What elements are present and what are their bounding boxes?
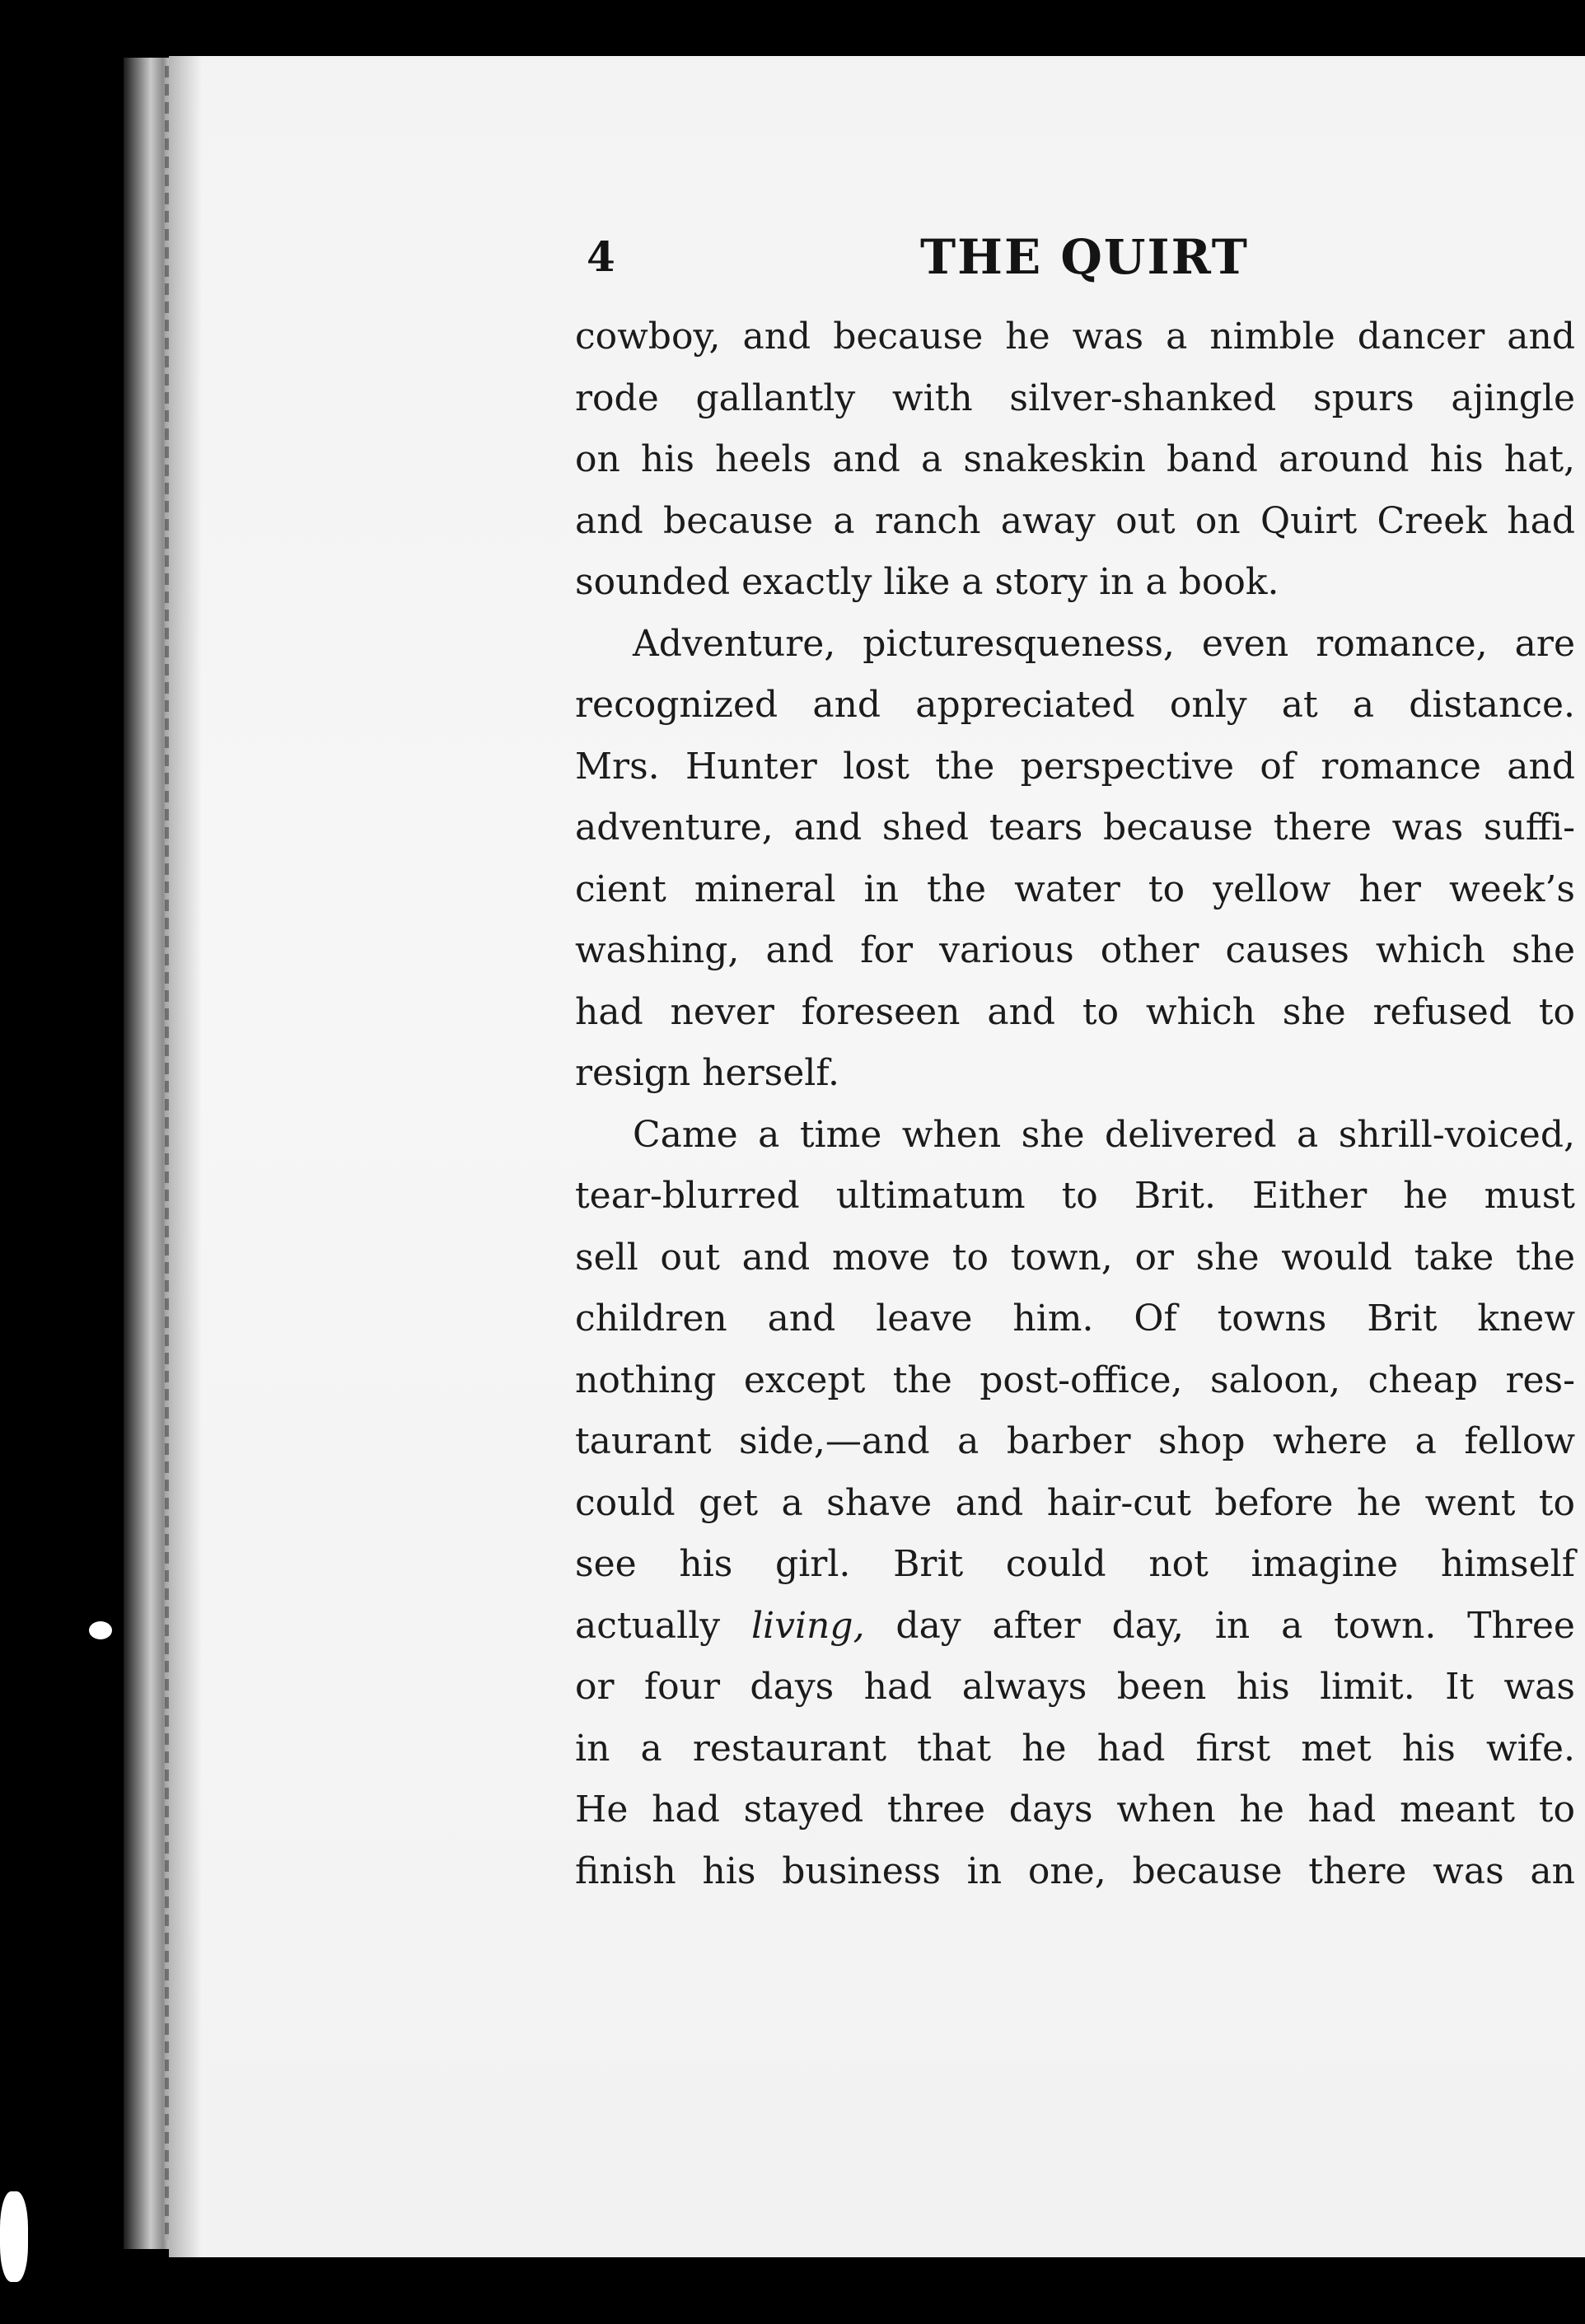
text-line: rode gallantly with silver-shanked spurs ajingle — [575, 376, 1575, 419]
text-line: cient mineral in the water to yellow her week’s — [575, 867, 1575, 910]
scan-speck — [89, 1621, 112, 1639]
paragraph-first-line: Came a time when she delivered a shrill-voiced, — [633, 1113, 1575, 1156]
text-line: adventure, and shed tears because there was suffi- — [575, 807, 1575, 849]
page-number: 4 — [587, 232, 615, 281]
text-line: sell out and move to town, or she would take the — [575, 1236, 1575, 1279]
body-text — [575, 306, 1575, 1902]
text-line: cowboy, and because he was a nimble dancer and — [575, 316, 1575, 358]
text-line: tear-blurred ultimatum to Brit. Either he must — [575, 1175, 1575, 1217]
text-line: and because a ranch away out on Quirt Creek had — [575, 499, 1575, 542]
text-line: recognized and appreciated only at a distance. — [575, 684, 1575, 726]
text-line: on his heels and a snakeskin band around his hat, — [575, 438, 1575, 480]
book-title: THE QUIRT — [920, 229, 1249, 285]
text-line: had never foreseen and to which she refused to — [575, 990, 1575, 1033]
page-gutter-shadow — [169, 56, 202, 2257]
running-head — [587, 224, 1583, 290]
text-run: actually — [575, 1604, 721, 1647]
text-line: or four days had always been his limit. It was — [575, 1666, 1575, 1708]
text-line: could get a shave and hair-cut before he went to — [575, 1481, 1575, 1524]
text-line: finish his business in one, because there was an — [575, 1849, 1575, 1892]
paragraph-first-line: Adventure, picturesqueness, even romance, are — [633, 622, 1575, 665]
text-line: Mrs. Hunter lost the perspective of romance and — [575, 745, 1575, 788]
text-line: washing, and for various other causes which she — [575, 929, 1575, 971]
scan-speck — [0, 2191, 28, 2282]
text-line: He had stayed three days when he had meant to — [575, 1789, 1575, 1831]
text-line: sounded exactly like a story in a book. — [575, 561, 1279, 603]
text-line: nothing except the post-office, saloon, cheap res- — [575, 1358, 1575, 1401]
text-line-with-italic — [575, 1596, 1575, 1658]
italic-word: living, — [750, 1604, 865, 1647]
text-line: children and leave him. Of towns Brit knew — [575, 1298, 1575, 1340]
text-line: see his girl. Brit could not imagine himself — [575, 1543, 1575, 1585]
text-run: day after day, in a town. Three — [895, 1604, 1575, 1647]
text-line: in a restaurant that he had first met his wife. — [575, 1727, 1575, 1770]
text-line: resign herself. — [575, 1052, 840, 1094]
text-line: taurant side,—and a barber shop where a fellow — [575, 1420, 1575, 1462]
